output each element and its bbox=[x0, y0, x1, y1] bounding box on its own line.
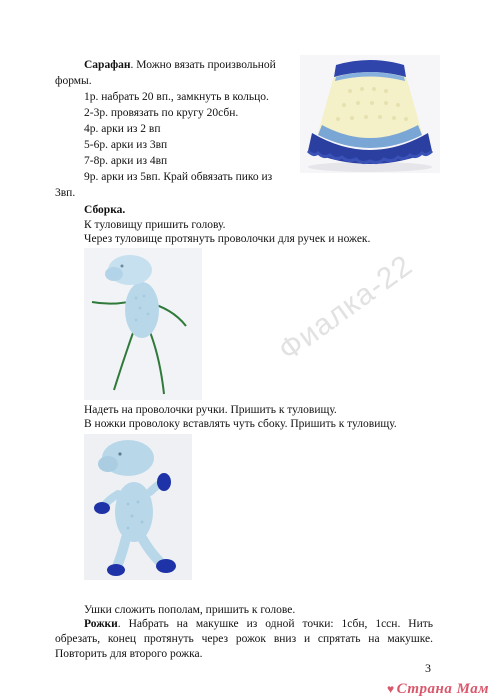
toy-limbs-photo bbox=[84, 434, 192, 580]
sarafan-row: 2-3р. провязать по кругу 20сбн. bbox=[84, 107, 239, 119]
assembly-line: К туловищу пришить голову. bbox=[84, 219, 226, 231]
horns-paragraph bbox=[55, 617, 433, 662]
assembly-line: Через туловище протянуть проволочки для ручек и ножек. bbox=[84, 233, 371, 245]
page-number: 3 bbox=[425, 661, 431, 675]
ears-line: Ушки сложить пополам, пришить к голове. bbox=[84, 604, 296, 616]
dress-photo bbox=[300, 55, 440, 173]
sarafan-row: 4р. арки из 2 вп bbox=[84, 123, 161, 135]
sarafan-row: 1р. набрать 20 вп., замкнуть в кольцо. bbox=[84, 91, 269, 103]
sarafan-title: Сарафан bbox=[84, 59, 131, 71]
sarafan-row-cont: 3вп. bbox=[55, 187, 76, 199]
watermark: Фиалка-22 bbox=[272, 248, 419, 368]
sarafan-intro bbox=[84, 58, 276, 73]
horns-title: Рожки bbox=[84, 618, 118, 630]
toy-wires-photo bbox=[84, 248, 202, 400]
assembly-title bbox=[84, 203, 125, 218]
site-logo-text: Страна Мам bbox=[396, 681, 489, 697]
sarafan-intro-text: . Можно вязать произвольной bbox=[130, 59, 276, 71]
horns-text: . Набрать на макушке из одной точки: 1сбн, 1ссн. Нить обрезать, конец протянуть через рожок вниз и спрятать на макушке. Повторить для второго рожка. bbox=[55, 618, 433, 660]
sarafan-row: 9р. арки из 5вп. Край обвязать пико из bbox=[84, 171, 273, 183]
site-logo bbox=[387, 682, 489, 697]
assembly-title-text: Сборка. bbox=[84, 204, 126, 216]
sarafan-intro-cont: формы. bbox=[55, 75, 92, 87]
sarafan-row: 7-8р. арки из 4вп bbox=[84, 155, 168, 167]
sarafan-row: 5-6р. арки из 3вп bbox=[84, 139, 168, 151]
assembly-line: Надеть на проволочки ручки. Пришить к туловищу. bbox=[84, 404, 337, 416]
logo-heart-icon: ♥ bbox=[387, 682, 395, 696]
assembly-line: В ножки проволоку вставлять чуть сбоку. Пришить к туловищу. bbox=[84, 418, 397, 430]
